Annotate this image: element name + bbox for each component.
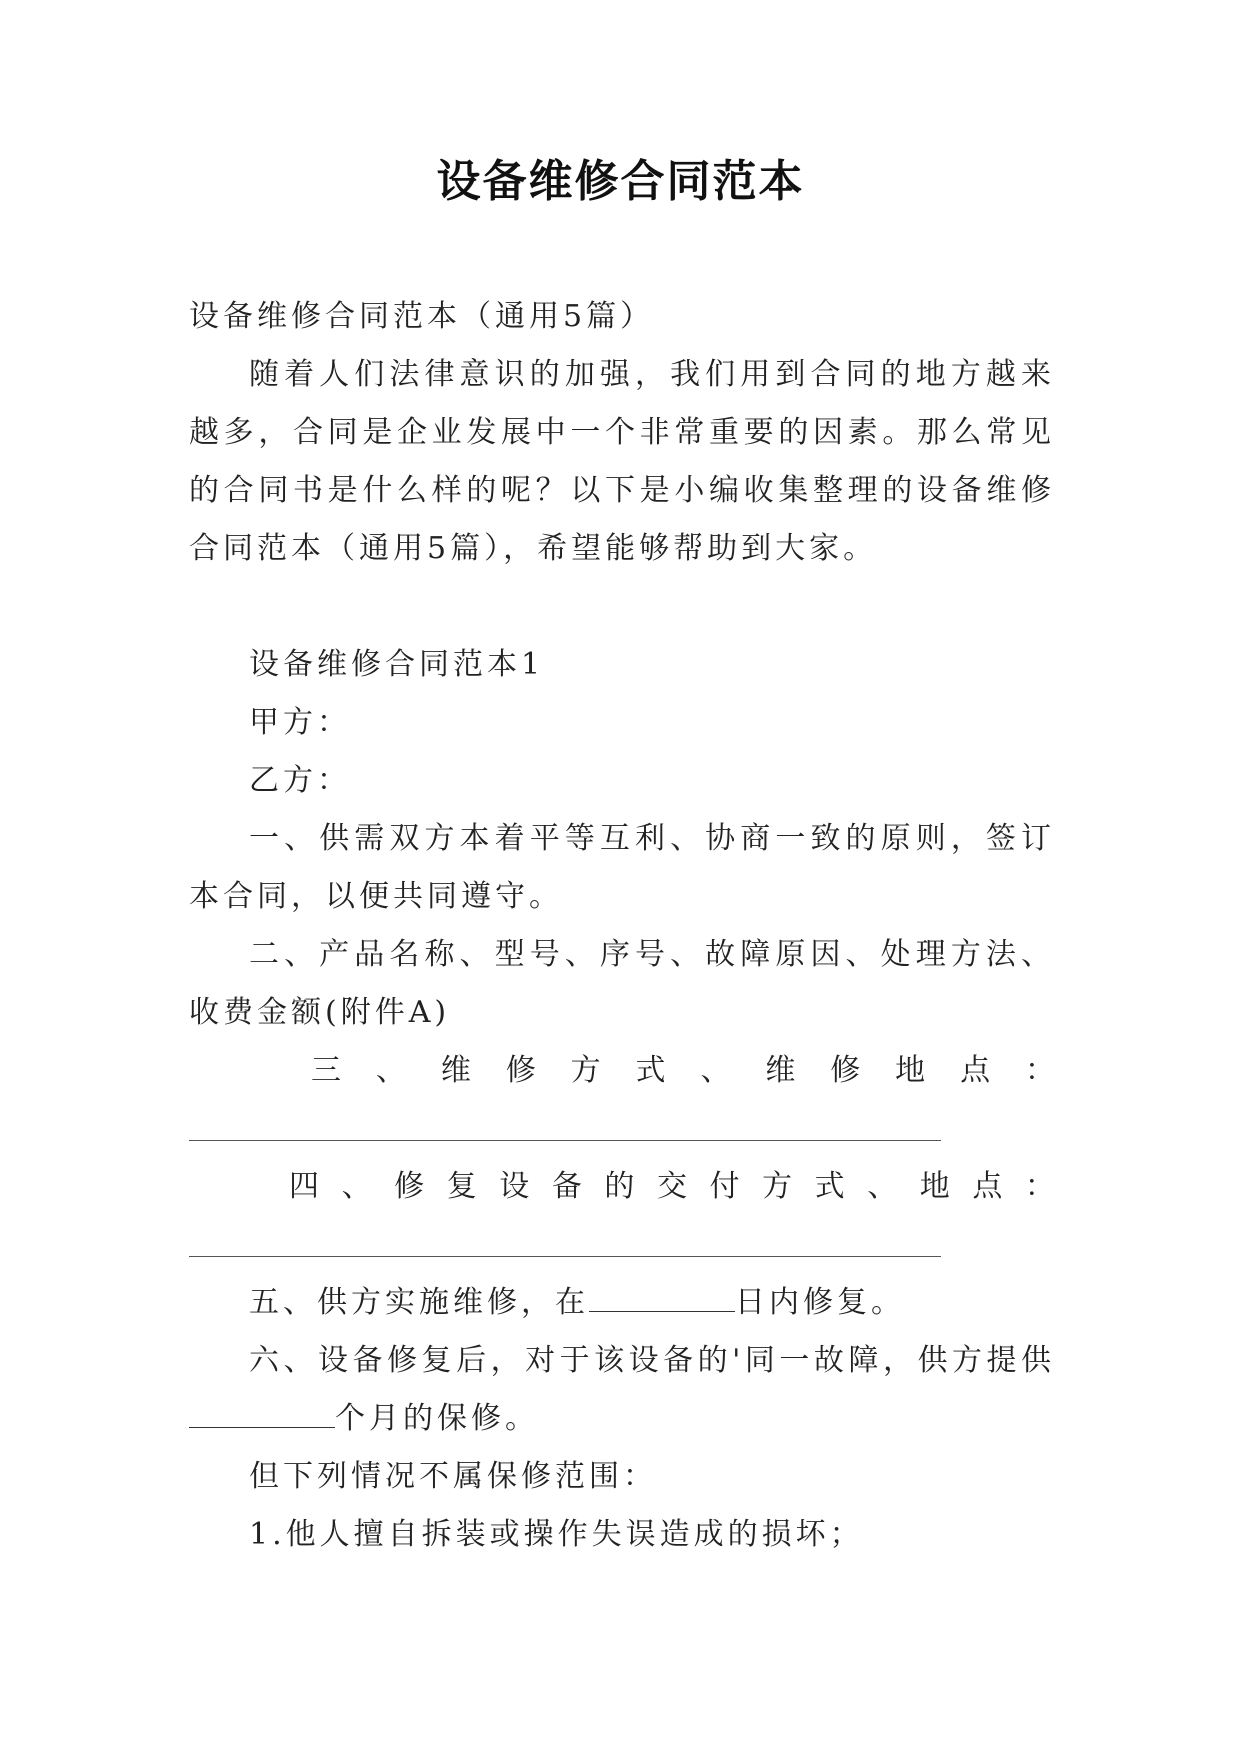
clause-3-char: 三 xyxy=(311,1053,341,1088)
clause-4-char: 地 xyxy=(919,1169,950,1204)
clause-6 xyxy=(189,1332,1055,1448)
exclusions-heading: 但下列情况不属保修范围： xyxy=(249,1459,657,1494)
clause-5-text-before: 五、供方实施维修，在 xyxy=(249,1285,589,1320)
clause-4-char: 备 xyxy=(551,1169,582,1204)
clause-6-text: 六、设备修复后，对于该设备的'同一故障，供方提供 xyxy=(249,1343,1055,1378)
clause-6-blank xyxy=(189,1393,335,1428)
intro-paragraph: 随着人们法律意识的加强，我们用到合同的地方越来越多，合同是企业发展中一个非常重要的因素。那么常见的合同书是什么样的呢？以下是小编收集整理的设备维修合同范本（通用5篇），希望能够帮助到大家。 xyxy=(189,357,1055,566)
clause-4-char: 点 xyxy=(972,1169,1003,1204)
clause-4-char: 式 xyxy=(814,1169,845,1204)
clause-3-char: 地 xyxy=(895,1053,926,1088)
clause-3-char: 点 xyxy=(960,1053,991,1088)
clause-5-text-after: 日内修复。 xyxy=(735,1285,905,1320)
clause-4-char: 、 xyxy=(867,1169,898,1204)
party-b-line: 乙方： xyxy=(249,763,351,798)
section-heading: 设备维修合同范本1 xyxy=(249,647,545,682)
clause-3-char: 修 xyxy=(830,1053,861,1088)
clause-4-char: 的 xyxy=(604,1169,635,1204)
clause-4-char: 设 xyxy=(499,1169,530,1204)
clause-4-fill-line xyxy=(189,1216,1055,1274)
clause-3-char: 方 xyxy=(570,1053,601,1088)
clause-3-char: 式 xyxy=(635,1053,666,1088)
clause-2: 二、产品名称、型号、序号、故障原因、处理方法、收费金额(附件A) xyxy=(189,937,1055,1030)
clause-4-char: 付 xyxy=(709,1169,740,1204)
clause-4-char: 交 xyxy=(656,1169,687,1204)
clause-3-fill-line xyxy=(189,1100,1055,1158)
clause-4-char: 、 xyxy=(341,1169,372,1204)
document-title: 设备维修合同范本 xyxy=(436,156,805,207)
document-subtitle: 设备维修合同范本（通用5篇） xyxy=(189,299,655,334)
clause-5-blank xyxy=(589,1277,735,1312)
clause-3-char: 维 xyxy=(765,1053,796,1088)
party-a-line: 甲方： xyxy=(249,705,351,740)
clause-4 xyxy=(189,1158,1055,1216)
clause-1: 一、供需双方本着平等互利、协商一致的原则，签订本合同，以便共同遵守。 xyxy=(189,821,1055,914)
clause-3-char: ： xyxy=(1024,1053,1055,1088)
clause-3 xyxy=(189,1042,1055,1100)
clause-4-char: 方 xyxy=(762,1169,793,1204)
clause-5 xyxy=(189,1274,1055,1332)
paragraph-gap xyxy=(189,578,1055,636)
clause-4-char: 四 xyxy=(289,1169,319,1204)
clause-3-char: 、 xyxy=(700,1053,731,1088)
clause-3-char: 修 xyxy=(505,1053,536,1088)
exclusion-item-1: 1.他人擅自拆装或操作失误造成的损坏； xyxy=(249,1517,864,1552)
clause-3-char: 维 xyxy=(440,1053,471,1088)
document-body xyxy=(189,288,1055,1564)
clause-4-char: ： xyxy=(1024,1169,1055,1204)
clause-4-char: 修 xyxy=(394,1169,425,1204)
clause-3-char: 、 xyxy=(375,1053,406,1088)
clause-4-char: 复 xyxy=(446,1169,477,1204)
clause-6-text-after: 个月的保修。 xyxy=(335,1401,539,1436)
